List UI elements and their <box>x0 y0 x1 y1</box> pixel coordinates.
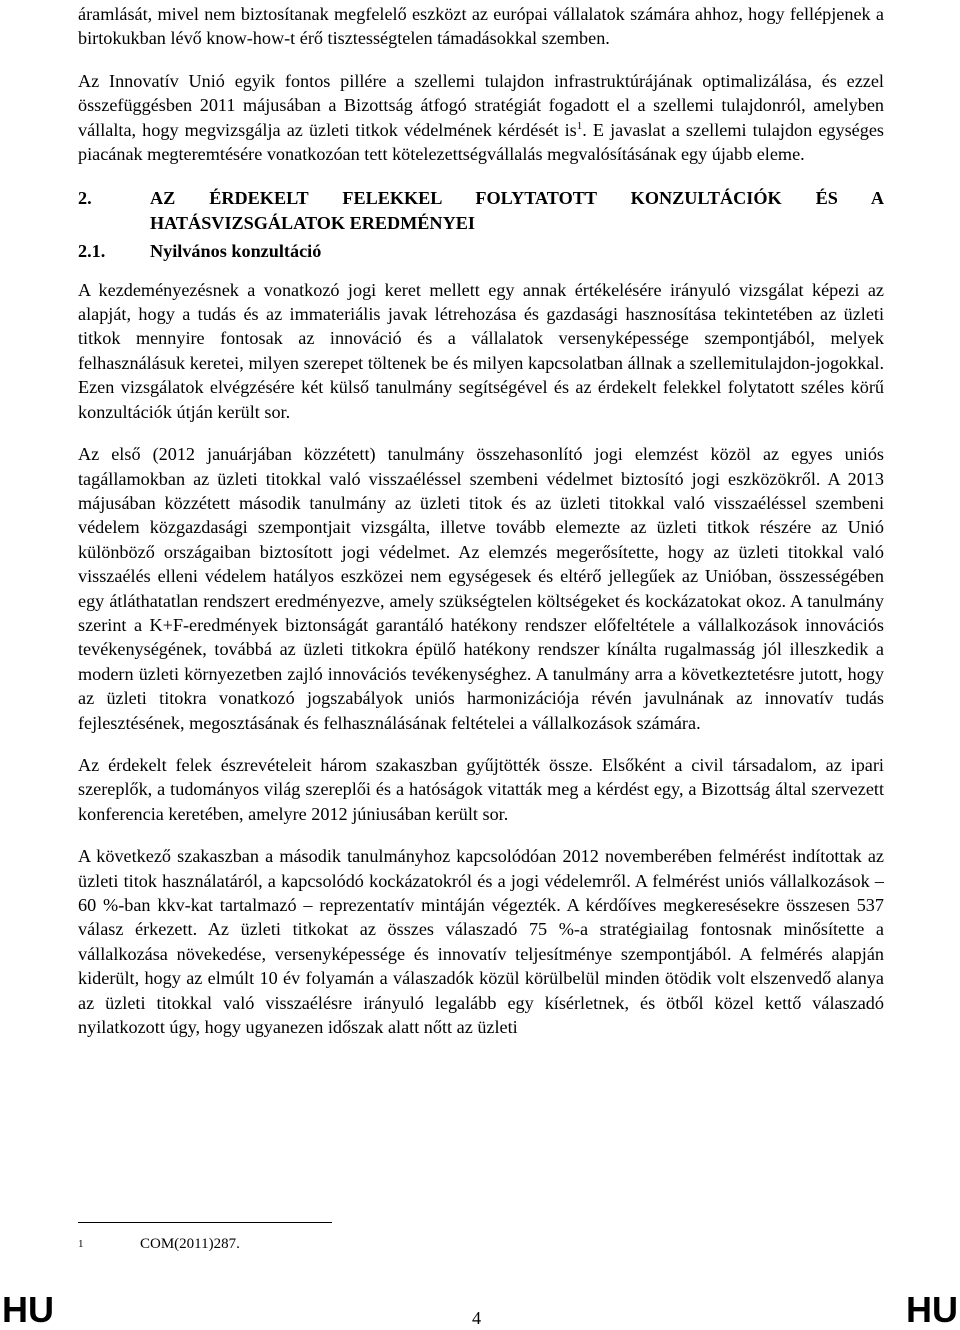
footer-language-right: HU <box>906 1289 958 1330</box>
section-heading <box>78 186 884 235</box>
paragraph-survey: A következő szakaszban a második tanulmányhoz kapcsolódóan 2012 novemberében felmérést indítottak az üzleti titok használatáról, a kapcsolódó kockázatokról és a jogi védelemről. A felmérést uniós vállalkozások – 60 %-ban kkv-kat tartalmazó – reprezentatív mintáján végezték. A kérdőíves megkeresésekre összesen 537 válasz érkezett. Az üzleti titkokat az összes válaszadó 75 %-a stratégiailag fontosnak minősítette a vállalkozása növekedése, versenyképessége és innovatív teljesítménye szempontjából. A felmérés alapján kiderült, hogy az elmúlt 10 év folyamán a válaszadók közül körülbelül minden ötödik volt elszenvedő alanya az üzleti titokkal való visszaélésre irányuló legalább egy kísérletnek, és ötből közel kettő válaszadó nyilatkozott úgy, hogy ugyanezen időszak alatt nőtt az üzleti <box>78 846 884 1038</box>
section-title: AZ ÉRDEKELT FELEKKEL FOLYTATOTT KONZULTÁCIÓK ÉS A HATÁSVIZSGÁLATOK EREDMÉNYEI <box>150 188 884 233</box>
footnote-divider <box>78 1222 332 1223</box>
footnote-number: 1 <box>78 1238 84 1250</box>
footnote-text: COM(2011)287. <box>140 1236 240 1252</box>
footnote <box>78 1234 240 1254</box>
subsection-number: 2.1. <box>78 241 106 262</box>
paragraph-innovation-union <box>78 69 884 167</box>
paragraph-intro: áramlását, mivel nem biztosítanak megfelelő eszközt az európai vállalatok számára ahhoz, hogy fellépjenek a birtokukban lévő know-how-t érő tisztességtelen támadásokkal szemben. <box>78 4 884 49</box>
page-number: 4 <box>472 1308 482 1328</box>
page-body <box>78 2 884 1039</box>
footnote-reference[interactable]: 1 <box>576 119 583 132</box>
subsection-title: Nyilvános konzultáció <box>150 241 322 262</box>
subsection-heading <box>78 239 884 263</box>
section-number: 2. <box>78 188 92 209</box>
paragraph-first-study: Az első (2012 januárjában közzétett) tanulmány összehasonlító jogi elemzést közöl az egyes uniós tagállamokban az üzleti titokkal való visszaéléssel szembeni védelmet biztosító jogi eszközökről. A 2013 májusában közzétett második tanulmány az üzleti titok és az üzleti titokkal való visszaéléssel szembeni védelem közgazdasági szempontjait vizsgálta, illetve tovább elemezte az üzleti titkok részére az Unió különböző országaiban biztosított jogi védelmet. Az elemzés megerősítette, hogy az üzleti titokkal való visszaélés elleni védelem hatályos eszközei nem egységesek és eltérő jellegűek az Unióban, összességében egy átláthatatlan rendszert eredményezve, amely szükségtelen költségeket és kockázatokat okoz. A tanulmány szerint a K+F-eredmények biztonságát garantáló hatékony rendszer előfeltétele a vállalkozások innovációs tevékenységének, továbbá az üzleti titkokra épülő hatékony rendszer kínálta rugalmasság jól illeszkedik a modern üzleti környezetben zajló innovációs tevékenységhez. A tanulmány arra a következtetésre jutott, hogy az üzleti titokra vonatkozó jogszabályok uniós harmonizációja révén javulnának az innovatív tudás fejlesztésének, megosztásának és felhasználásának feltételei a vállalkozások számára. <box>78 444 884 733</box>
paragraph-studies-basis: A kezdeményezésnek a vonatkozó jogi keret mellett egy annak értékelésére irányuló vizsgálat képezi az alapját, hogy a tudás és az immateriális javak létrehozása és gazdasági hasznosítása tekintetében az üzleti titkok mennyire fontosak az innováció és a vállalatok versenyképessége szempontjából, melyek felhasználásuk keretei, milyen szerepet töltenek be és milyen kapcsolatban állnak a szellemitulajdon-jogokkal. Ezen vizsgálatok elvégzésére két külső tanulmány segítségével és az érdekelt felekkel folytatott széles körű konzultációk útján került sor. <box>78 279 884 422</box>
paragraph-stakeholders: Az érdekelt felek észrevételeit három szakaszban gyűjtötték össze. Elsőként a civil társadalom, az ipari szereplők, a tudományos világ szereplői és a hatóságok vitatták meg a kérdést egy, a Bizottság által szervezett konferencia keretében, amelyre 2012 júniusában került sor. <box>78 754 884 824</box>
paragraph-text-continued: . E javaslat a szellemi tulajdon egységes piacának megteremtésére vonatkozóan tett kötelezettségvállalás megvalósításának egy újabb eleme. <box>78 119 884 165</box>
paragraph-text: Az Innovatív Unió egyik fontos pillére a szellemi tulajdon infrastruktúrájának optimalizálása, és ezzel összefüggésben 2011 májusában a Bizottság átfogó stratégiát fogadott el a szellemi tulajdonról, amelyben vállalta, hogy megvizsgálja az üzleti titkok védelmének kérdését is <box>78 70 884 140</box>
footer-language-left: HU <box>2 1289 54 1330</box>
